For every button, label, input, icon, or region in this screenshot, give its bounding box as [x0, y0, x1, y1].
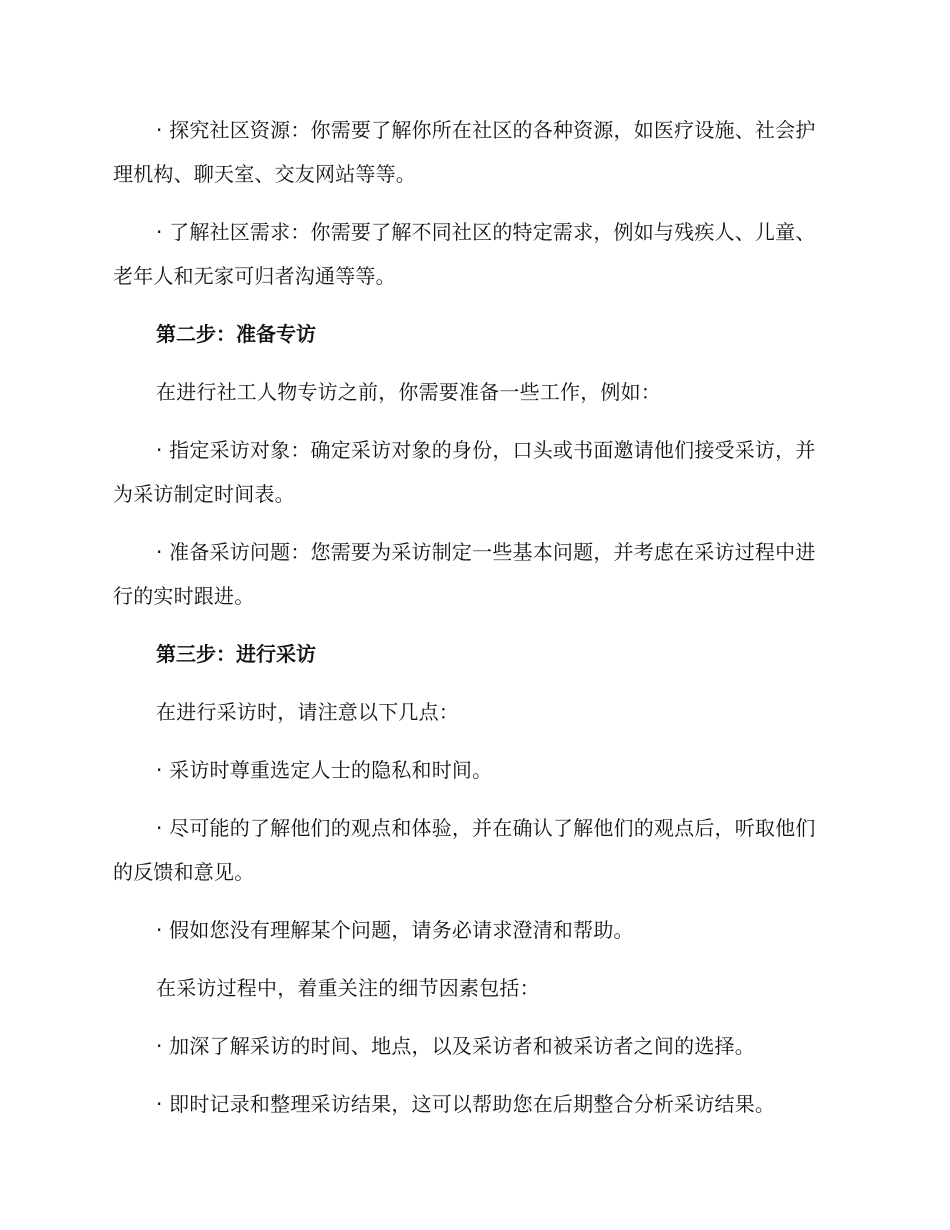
- paragraph-time-place-choice: · 加深了解采访的时间、地点，以及采访者和被采访者之间的选择。: [156, 1034, 755, 1058]
- document-page: [113, 108, 825, 1140]
- paragraph-record-results: · 即时记录和整理采访结果，这可以帮助您在后期整合分析采访结果。: [156, 1092, 776, 1116]
- paragraph-prepare-questions: · 准备采访问题：您需要为采访制定一些基本问题，并考虑在采访过程中进行的实时跟进。: [113, 540, 816, 608]
- paragraph-preparation-intro: 在进行社工人物专访之前，你需要准备一些工作，例如：: [156, 380, 661, 404]
- paragraph-understand-community-needs: · 了解社区需求：你需要了解不同社区的特定需求，例如与残疾人、儿童、老年人和无家可归者沟通等等。: [113, 220, 816, 288]
- paragraph-select-interviewee: · 指定采访对象：确定采访对象的身份，口头或书面邀请他们接受采访，并为采访制定时间表。: [113, 438, 816, 506]
- paragraph-ask-clarification: · 假如您没有理解某个问题，请务必请求澄清和帮助。: [156, 918, 634, 942]
- heading-step-two: 第二步：准备专访: [156, 322, 316, 346]
- paragraph-understand-views: · 尽可能的了解他们的观点和体验，并在确认了解他们的观点后，听取他们的反馈和意见。: [113, 816, 816, 884]
- paragraph-detail-factors-intro: 在采访过程中，着重关注的细节因素包括：: [156, 976, 540, 1000]
- paragraph-interview-notes-intro: 在进行采访时，请注意以下几点：: [156, 700, 459, 724]
- heading-step-three: 第三步：进行采访: [156, 642, 316, 666]
- paragraph-respect-privacy: · 采访时尊重选定人士的隐私和时间。: [156, 758, 493, 782]
- paragraph-explore-community-resources: · 探究社区资源：你需要了解你所在社区的各种资源，如医疗设施、社会护理机构、聊天室、交友网站等等。: [113, 118, 816, 186]
